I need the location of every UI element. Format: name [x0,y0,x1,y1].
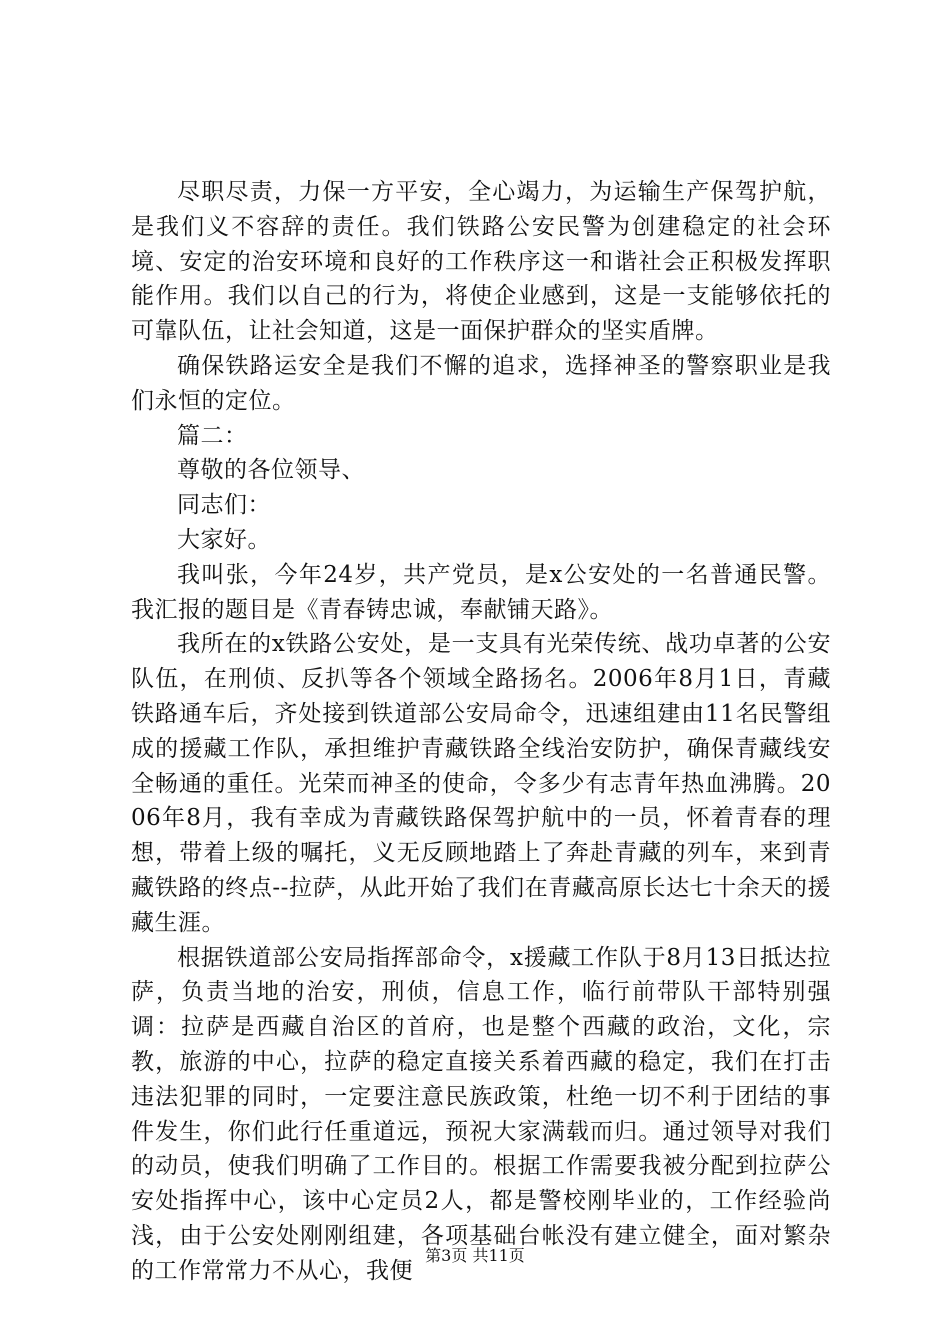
paragraph-self-introduction: 我叫张，今年24岁，共产党员，是x公安处的一名普通民警。我汇报的题目是《青春铸忠诚，奉献铺天路》。 [131,561,831,623]
paragraph-public-security-office: 我所在的x铁路公安处，是一支具有光荣传统、战功卓著的公安队伍，在刑侦、反扒等各个领域全路扬名。2006年8月1日，青藏铁路通车后，齐处接到铁道部公安局命令，迅速组建由11名民警组成的援藏工作队，承担维护青藏铁路全线治安防护，确保青藏线安全畅通的重任。光荣而神圣的使命，令多少有志青年热血沸腾。2006年8月，我有幸成为青藏铁路保驾护航中的一员，怀着青春的理想，带着上级的嘱托，义无反顾地踏上了奔赴青藏的列车，来到青藏铁路的终点--拉萨，从此开始了我们在青藏高原长达七十余天的援藏生涯。 [131,631,831,936]
salutation-comrades: 同志们： [177,492,271,519]
greeting: 大家好。 [177,526,271,553]
salutation-leaders: 尊敬的各位领导、 [177,457,365,484]
paragraph-duty: 尽职尽责，力保一方平安，全心竭力，为运输生产保驾护航，是我们义不容辞的责任。我们铁路公安民警为创建稳定的社会环境、安定的治安环境和良好的工作秩序这一和谐社会正积极发挥职能作用。我们以自己的行为，将使企业感到，这是一支能够依托的可靠队伍，让社会知道，这是一面保护群众的坚实盾牌。 [131,179,831,345]
page-number-footer: 第3页 共11页 [425,1246,525,1265]
paragraph-safety-pursuit: 确保铁路运安全是我们不懈的追求，选择神圣的警察职业是我们永恒的定位。 [131,352,831,414]
section-heading-part-two: 篇二： [177,422,248,449]
paragraph-lhasa-assignment: 根据铁道部公安局指挥部命令，x援藏工作队于8月13日抵达拉萨，负责当地的治安，刑侦，信息工作，临行前带队干部特别强调：拉萨是西藏自治区的首府，也是整个西藏的政治，文化，宗教，旅游的中心，拉萨的稳定直接关系着西藏的稳定，我们在打击违法犯罪的同时，一定要注意民族政策，杜绝一切不利于团结的事件发生，你们此行任重道远，预祝大家满载而归。通过领导对我们的动员，使我们明确了工作目的。根据工作需要我被分配到拉萨公安处指挥中心，该中心定员2人，都是警校刚毕业的，工作经验尚浅，由于公安处刚刚组建，各项基础台帐没有建立健全，面对繁杂的工作常常力不从心，我便 [131,944,831,1284]
document-body [131,175,831,1289]
